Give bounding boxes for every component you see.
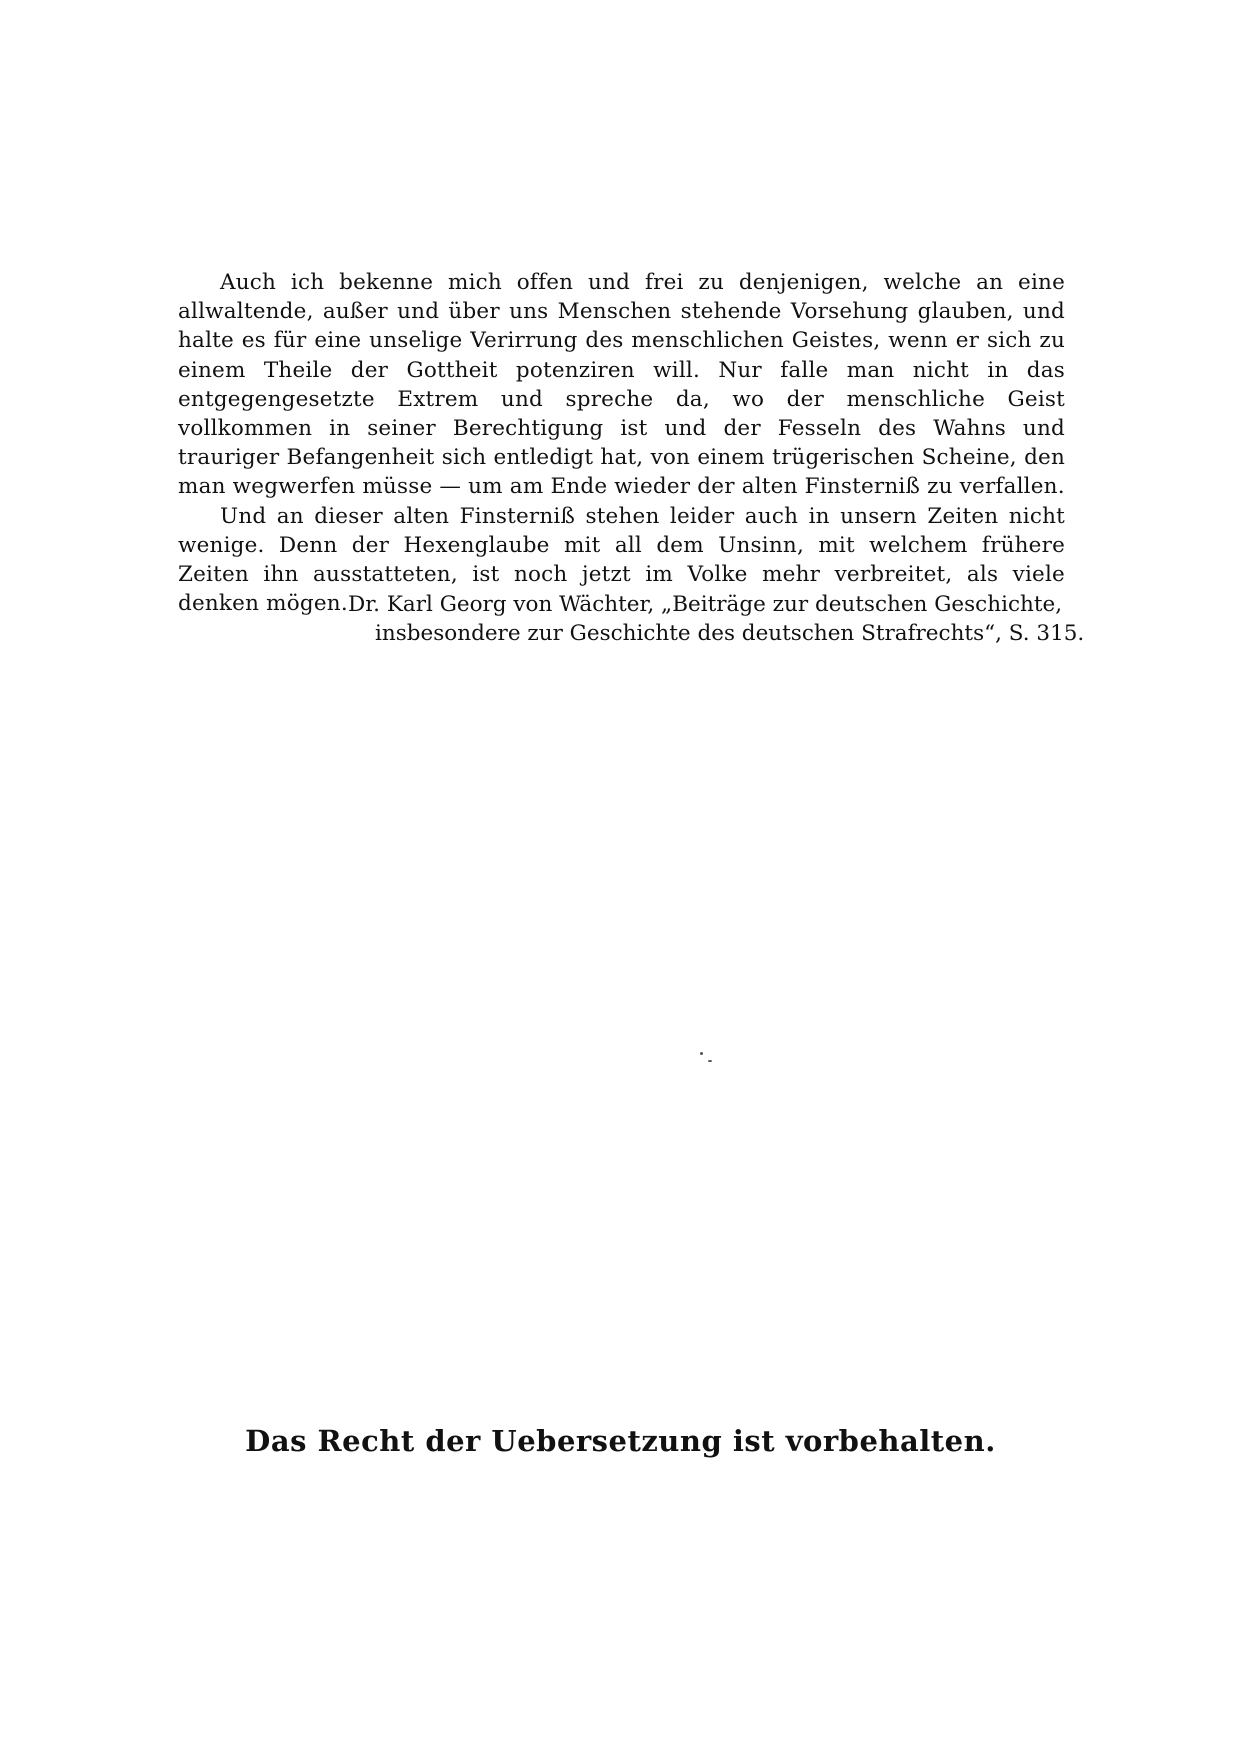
scan-speck — [708, 1060, 712, 1062]
attribution-line-1: Dr. Karl Georg von Wächter, „Beiträge zur deutschen Geschichte, — [348, 592, 1063, 617]
attribution-line-2: insbesondere zur Geschichte des deutschen Strafrechts“, S. 315. — [375, 621, 1085, 647]
quotation-attribution — [348, 590, 1085, 648]
translation-rights-notice: Das Recht der Uebersetzung ist vorbehalten. — [245, 1424, 996, 1458]
scan-speck — [700, 1052, 703, 1055]
motto-paragraph-2: Und an dieser alten Finsterniß stehen leider auch in unsern Zeiten nicht wenige. Denn der Hexenglaube mit all dem Unsinn, mit welchem frühere Zeiten ihn ausstatteten, ist noch jetzt im Volke mehr verbreitet, als viele denken mögen. — [178, 503, 1065, 617]
motto-quotation — [178, 268, 1065, 618]
motto-paragraph-1: Auch ich bekenne mich offen und frei zu denjenigen, welche an eine allwaltende, außer und über uns Menschen stehende Vorsehung glauben, und halte es für eine unselige Verirrung des menschlichen Geistes, wenn er sich zu einem Theile der Gottheit potenziren will. Nur falle man nicht in das entgegengesetzte Extrem und spreche da, wo der menschliche Geist vollkommen in seiner Berechtigung ist und der Fesseln des Wahns und trauriger Befangenheit sich entledigt hat, von einem trügerischen Scheine, den man wegwerfen müsse — um am Ende wieder der alten Finsterniß zu verfallen. — [178, 270, 1065, 500]
